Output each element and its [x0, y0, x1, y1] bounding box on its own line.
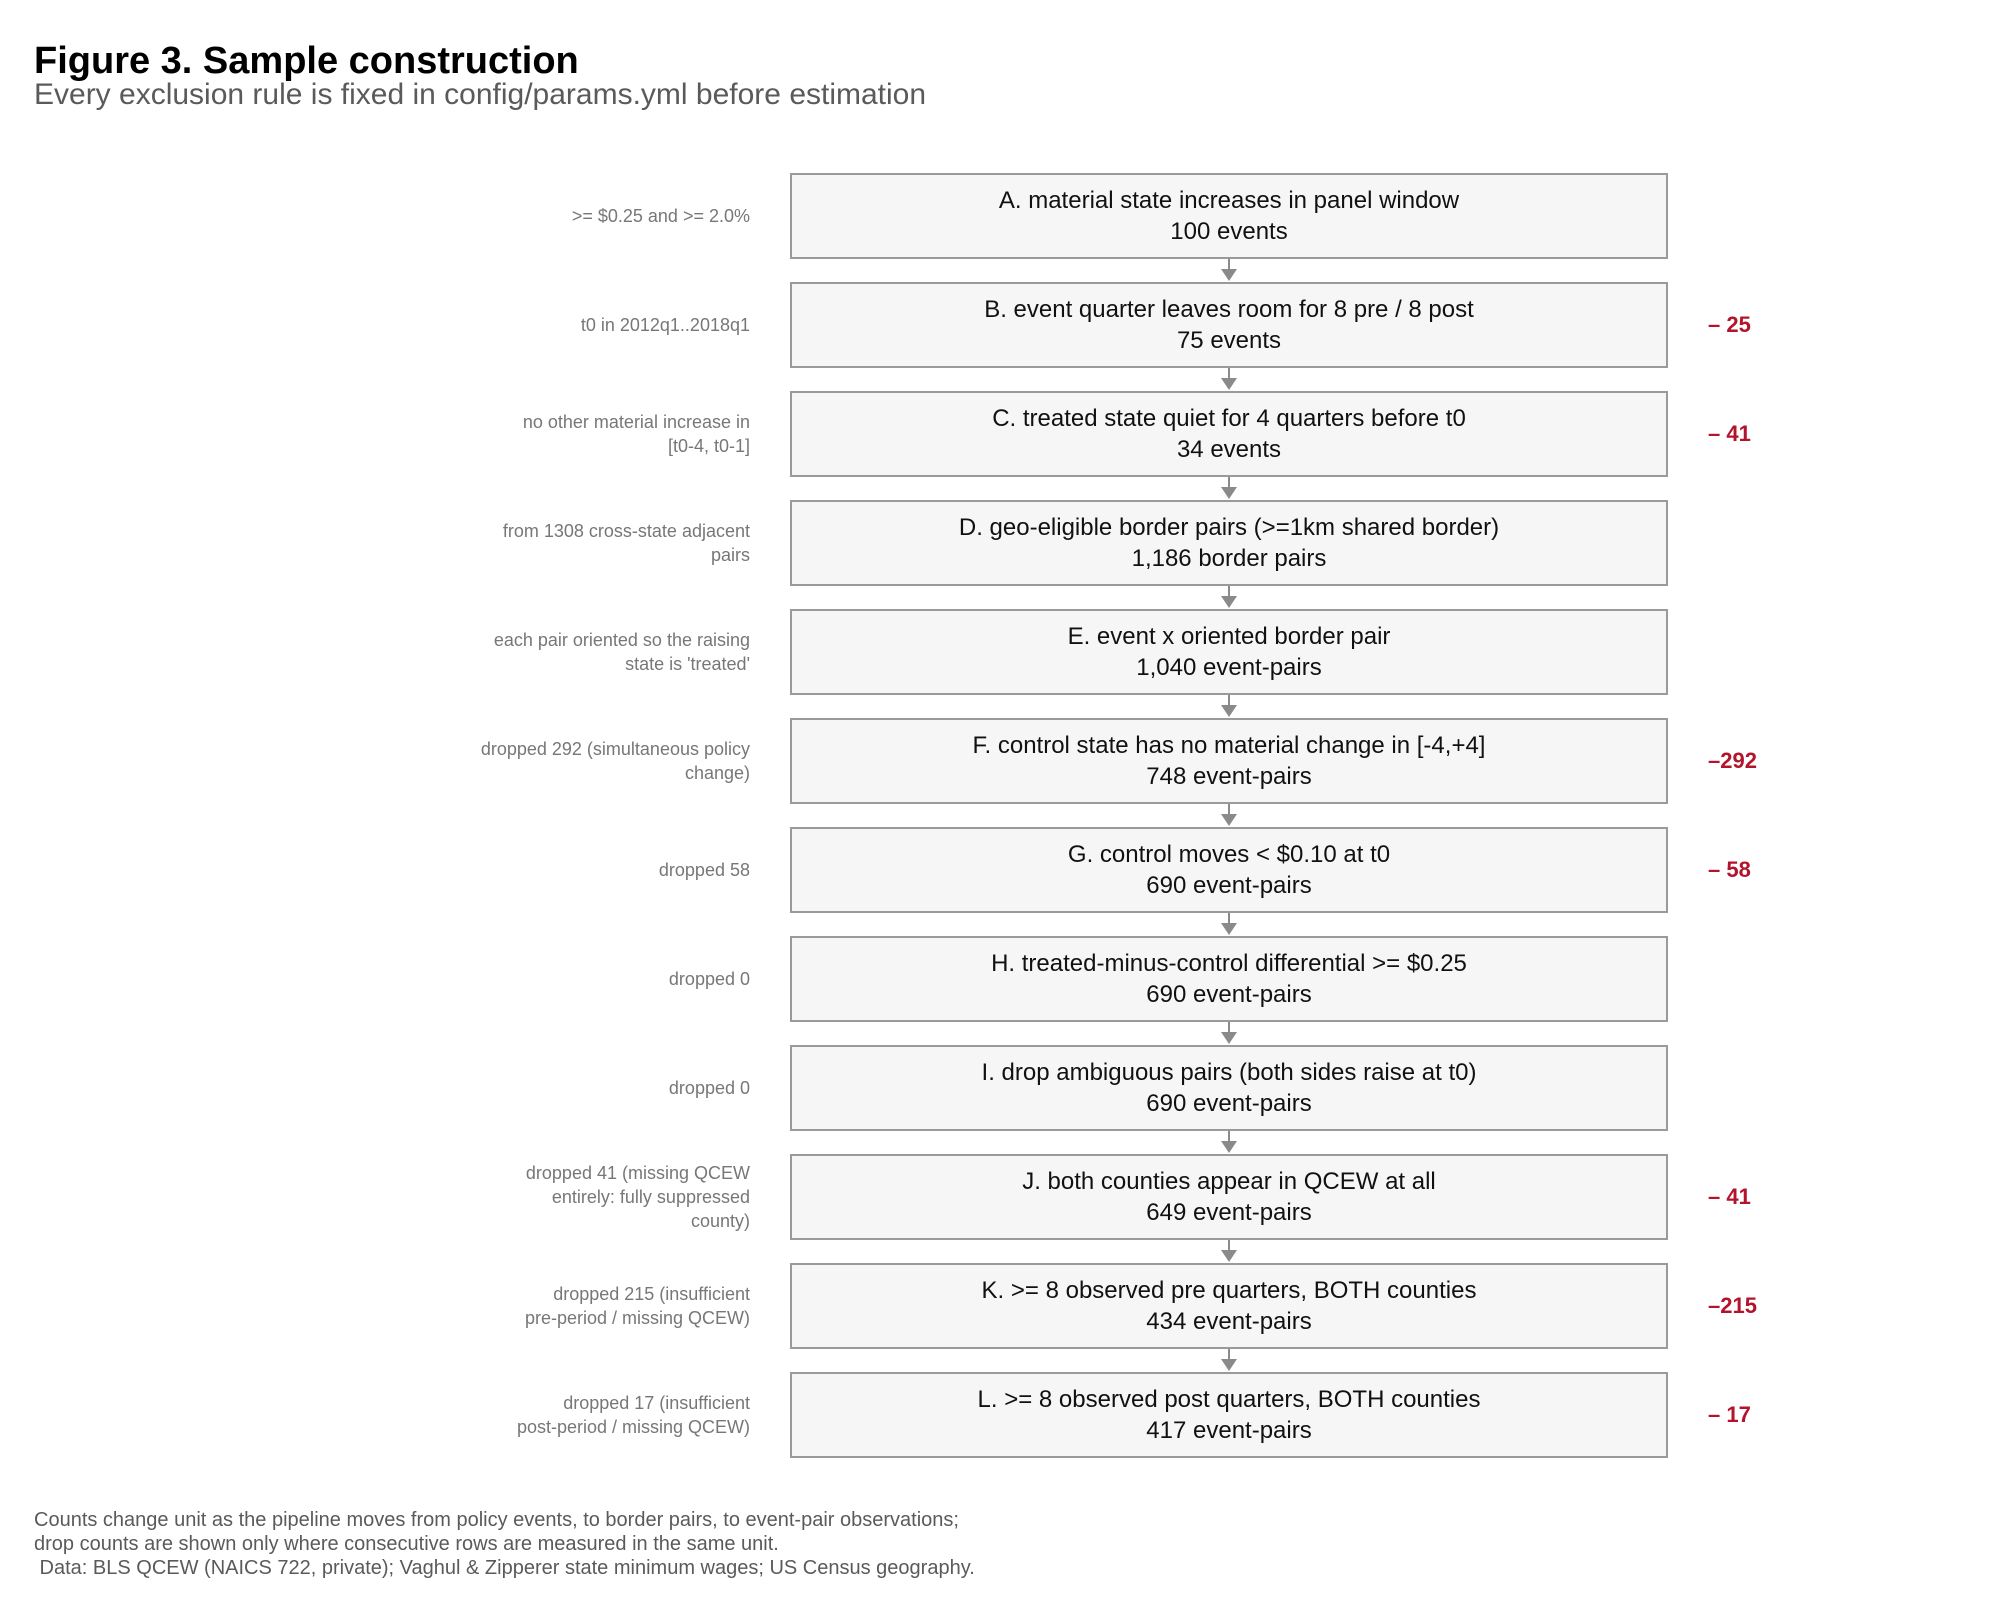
- flow-step: [0, 1263, 2000, 1349]
- step-box: [790, 173, 1668, 259]
- step-count: 690 event-pairs: [1146, 981, 1312, 1008]
- step-count: 417 event-pairs: [1146, 1417, 1312, 1444]
- step-label: C. treated state quiet for 4 quarters before t0: [992, 405, 1466, 432]
- flow-step: [0, 1372, 2000, 1458]
- step-box: [790, 391, 1668, 477]
- step-count: 34 events: [1176, 436, 1282, 463]
- flow-step: [0, 282, 2000, 368]
- step-drop-count: – 41: [1708, 1184, 1751, 1209]
- step-box: [790, 1154, 1668, 1240]
- step-note: dropped 41 (missing QCEW entirely: fully suppressed county): [525, 1163, 750, 1231]
- step-note: dropped 0: [668, 969, 750, 989]
- step-count: 100 events: [1170, 218, 1288, 245]
- step-drop-count: –215: [1708, 1293, 1757, 1318]
- figure-title: Figure 3. Sample construction: [34, 40, 579, 82]
- step-note: from 1308 cross-state adjacent pairs: [502, 521, 750, 565]
- flow-step: [0, 173, 2000, 259]
- step-label: G. control moves < $0.10 at t0: [1067, 841, 1391, 868]
- step-box: [790, 1263, 1668, 1349]
- step-label: I. drop ambiguous pairs (both sides raise at t0): [981, 1059, 1477, 1086]
- step-box: [790, 827, 1668, 913]
- step-drop-count: – 41: [1708, 421, 1751, 446]
- step-count: 649 event-pairs: [1146, 1199, 1312, 1226]
- step-box: [790, 718, 1668, 804]
- step-count: 748 event-pairs: [1146, 763, 1312, 790]
- step-label: K. >= 8 observed pre quarters, BOTH counties: [981, 1277, 1477, 1304]
- step-count: 434 event-pairs: [1146, 1308, 1312, 1335]
- step-drop-count: – 17: [1708, 1402, 1751, 1427]
- step-drop-count: – 58: [1708, 857, 1751, 882]
- flow-step: [0, 718, 2000, 804]
- step-note: dropped 292 (simultaneous policy change): [480, 739, 750, 783]
- figure-footnote: Counts change unit as the pipeline moves from policy events, to border pairs, to event-pair observations; drop counts are shown only where consecutive rows are measured in the same unit. Data: BLS QCEW (NAICS 722, private); Vaghul & Zipperer state minimum wages; US Census geography.: [34, 1509, 975, 1579]
- step-drop-count: –292: [1708, 748, 1757, 773]
- step-label: J. both counties appear in QCEW at all: [1022, 1168, 1436, 1195]
- step-note: t0 in 2012q1..2018q1: [580, 315, 750, 335]
- step-note: each pair oriented so the raising state is 'treated': [493, 630, 750, 674]
- step-box: [790, 1372, 1668, 1458]
- step-count: 1,040 event-pairs: [1136, 654, 1322, 681]
- step-count: 1,186 border pairs: [1131, 545, 1327, 572]
- flow-step: [0, 1045, 2000, 1131]
- step-count: 690 event-pairs: [1146, 872, 1312, 899]
- step-box: [790, 609, 1668, 695]
- step-note: >= $0.25 and >= 2.0%: [571, 206, 750, 226]
- step-label: D. geo-eligible border pairs (>=1km shared border): [958, 514, 1500, 541]
- step-drop-count: – 25: [1708, 312, 1751, 337]
- step-note: no other material increase in [t0-4, t0-1]: [522, 412, 750, 456]
- step-label: L. >= 8 observed post quarters, BOTH counties: [977, 1386, 1481, 1413]
- step-box: [790, 282, 1668, 368]
- step-box: [790, 1045, 1668, 1131]
- step-label: E. event x oriented border pair: [1067, 623, 1391, 650]
- flow-step: [0, 1154, 2000, 1240]
- step-box: [790, 500, 1668, 586]
- step-box: [790, 936, 1668, 1022]
- flow-step: [0, 936, 2000, 1022]
- flow-step: [0, 391, 2000, 477]
- step-count: 75 events: [1176, 327, 1282, 354]
- flow-step: [0, 827, 2000, 913]
- step-note: dropped 0: [668, 1078, 750, 1098]
- step-note: dropped 58: [658, 860, 750, 880]
- flow-step: [0, 609, 2000, 695]
- flow-step: [0, 500, 2000, 586]
- step-label: H. treated-minus-control differential >= $0.25: [991, 950, 1467, 977]
- step-label: A. material state increases in panel window: [998, 187, 1460, 214]
- step-label: F. control state has no material change in [-4,+4]: [972, 732, 1486, 759]
- step-note: dropped 215 (insufficient pre-period / missing QCEW): [524, 1284, 750, 1328]
- step-label: B. event quarter leaves room for 8 pre / 8 post: [984, 296, 1474, 323]
- step-count: 690 event-pairs: [1146, 1090, 1312, 1117]
- figure-subtitle: Every exclusion rule is fixed in config/params.yml before estimation: [34, 78, 927, 111]
- step-note: dropped 17 (insufficient post-period / missing QCEW): [516, 1393, 750, 1437]
